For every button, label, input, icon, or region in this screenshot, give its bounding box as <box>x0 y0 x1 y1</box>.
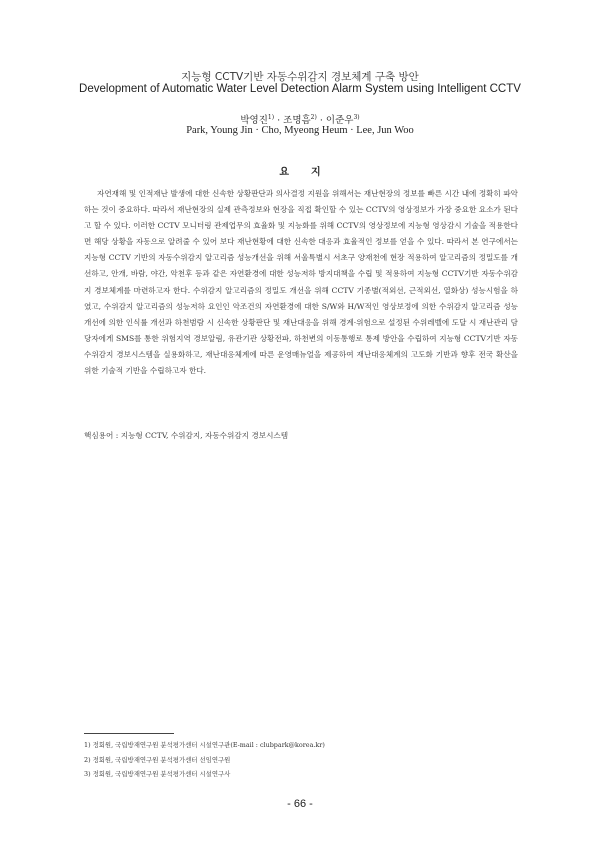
footnote-2: 2) 정회원, 국립방재연구원 분석평가센터 선임연구원 <box>84 755 231 764</box>
authors-korean <box>0 112 600 126</box>
footnote-1: 1) 정회원, 국립방재연구원 분석평가센터 시설연구관(E-mail : clubpark@korea.kr) <box>84 741 325 749</box>
author-2-footnote-marker: 2) <box>310 113 317 121</box>
author-3-name: 이준우 <box>325 115 354 126</box>
authors-english: Park, Young Jin · Cho, Myeong Heum · Lee, Jun Woo <box>186 125 414 136</box>
title-korean: 지능형 CCTV기반 자동수위감지 경보체계 구축 방안 <box>181 71 419 83</box>
author-3-footnote-marker: 3) <box>353 113 360 121</box>
abstract-heading: 요지 <box>279 167 343 178</box>
author-2-name: 조명흠 <box>283 115 311 126</box>
footnote-divider <box>84 733 174 734</box>
author-separator: · <box>316 115 326 126</box>
abstract-body <box>84 186 518 379</box>
author-1-name: 박영진 <box>240 115 268 126</box>
title-english: Development of Automatic Water Level Detection Alarm System using Intelligent CCTV <box>79 83 521 95</box>
keywords: 핵심용어 : 지능형 CCTV, 수위감지, 자동수위감지 경보시스템 <box>84 431 289 440</box>
footnote-3: 3) 정회원, 국립방재연구원 분석평가센터 시설연구사 <box>84 770 231 778</box>
footnotes <box>84 738 518 782</box>
author-1-footnote-marker: 1) <box>267 113 275 121</box>
author-separator: · <box>274 115 284 126</box>
abstract-paragraph: 자연재해 및 인적재난 발생에 대한 신속한 상황판단과 의사결정 지원을 위해서는 재난현장의 정보를 빠른 시간 내에 정확히 파악하는 것이 중요하다. 따라서 재난현장의 실제 관측정보와 현장을 직접 확인할 수 있는 CCTV의 영상정보가 가장 중요한 요소가 된다고 할 수 있다. 이러한 CCTV 모니터링 관제업무의 효율화 및 지능화를 위해 CCTV의 영상정보에 지능형 영상감시 기술을 적용한다면 해당 상황을 자동으로 알려줄 수 있어 보다 재난현황에 대한 신속한 대응과 효율적인 정보를 얻을 수 있다. 따라서 본 연구에서는 지능형 CCTV 기반의 자동수위감지 알고리즘 성능개선을 위해 서울특별시 서초구 양재천에 현장 적용하여 알고리즘의 정밀도를 개선하고, 안개, 바람, 야간, 악천후 등과 같은 자연환경에 대한 성능저하 방지대책을 수립 및 적용하여 지능형 CCTV기반 자동수위감지 경보체계를 마련하고자 한다. 수위감지 알고리즘의 정밀도 개선을 위해 CCTV 기종별(적외선, 근적외선, 열화상) 성능시험을 하였고, 수위감지 알고리즘의 성능저하 요인인 악조건의 자연환경에 대한 S/W와 H/W적인 영상보정에 의한 수위감지 알고리즘 성능개선에 의한 인식률 개선과 하천범람 시 신속한 상황판단 및 재난대응을 위해 경계·위험으로 설정된 수위레벨에 도달 시 재난관리 담당자에게 SMS를 통한 위험지역 경보알림, 유관기관 상황전파, 하천변의 이동통행로 통제 방안을 수립하여 지능형 CCTV기반 자동수위감지 경보시스템을 실용화하고, 재난대응체계에 따른 운영매뉴얼을 제공하여 재난대응체계의 고도화 기반과 향후 전국 확산을 위한 기술적 기반을 수립하고자 한다. <box>84 189 518 376</box>
page-number: - 66 - <box>287 798 313 810</box>
